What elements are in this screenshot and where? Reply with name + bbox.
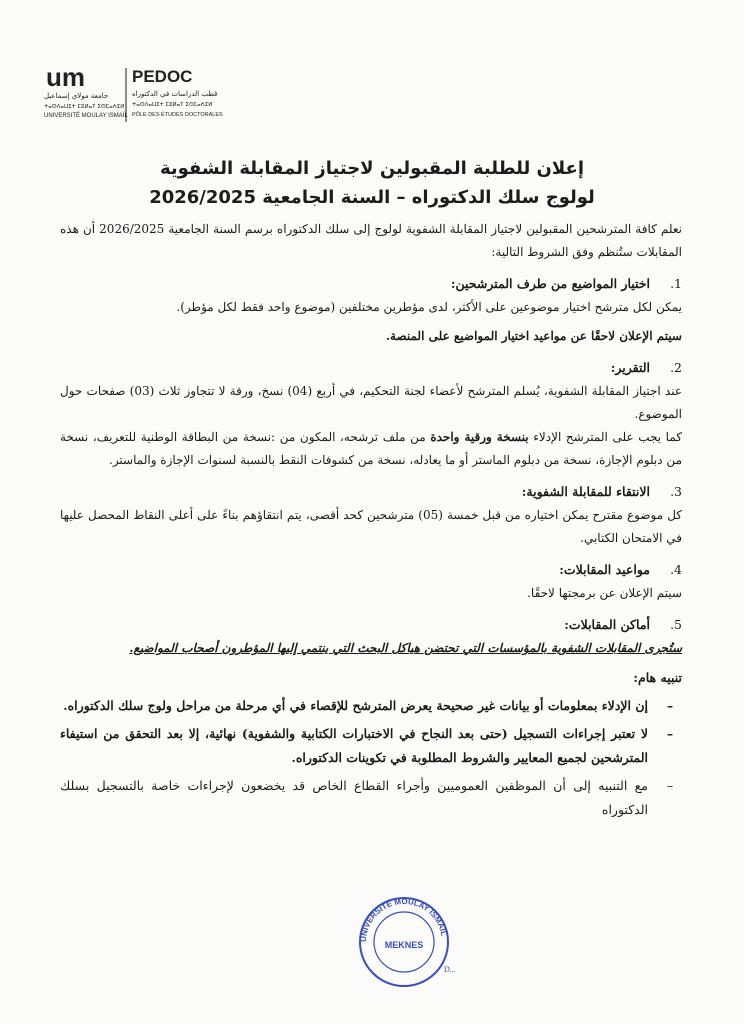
section-4	[60, 558, 682, 605]
note-bullet-2	[60, 722, 682, 770]
section-text: عند اجتياز المقابلة الشفوية، يُسلم المترشح لأعضاء لجنة التحكيم، في أربع (04) نسخ، ورقة لا تتجاوز ثلاث (03) صفحات حول الموضوع.	[60, 384, 682, 421]
section-heading: أماكن المقابلات:	[564, 617, 650, 632]
logo-tifinagh-university: ⵜⴰⵙⴷⴰⵡⵉⵜ ⵎⵓⵍⴰⵢ ⵉⵙⵎⴰⵄⵉⵍ	[44, 104, 125, 110]
title-line-2: لولوج سلك الدكتوراه – السنة الجامعية 2026/2025	[149, 187, 595, 208]
dash: –	[666, 698, 674, 713]
section-3	[60, 480, 682, 550]
text-part: من ملف ترشحه، المكون من :نسخة من البطاقة الوطنية للتعريف، نسخة من دبلوم الإجازة، نسخة من دبلوم الماستر أو ما يعادله، نسخة من كشوفات النقط بالنسبة لسنوات الإجازة والماستر.	[60, 430, 682, 467]
pedoc-logo	[40, 60, 240, 130]
intro-paragraph: نعلم كافة المترشحين المقبولين لاجتياز المقابلة الشفوية لولوج إلى سلك الدكتوراه برسم السنة الجامعية 2026/2025 أن هذه المقابلات ستُنظم وفق الشروط التالية:	[60, 222, 682, 259]
note-bullet-3	[60, 774, 682, 822]
stamp-inner-text: MEKNES	[384, 940, 424, 950]
announcement-body	[60, 218, 682, 822]
section-text: يمكن لكل مترشح اختيار موضوعين على الأكثر، لدى مؤطرين مختلفين (موضوع واحد فقط لكل مؤطر).	[176, 300, 682, 314]
bullet-text: مع التنبيه إلى أن الموظفين العموميين وأجراء القطاع الخاص قد يخضعون لإجراءات خاصة بالتسجيل بسلك الدكتوراه	[60, 778, 648, 817]
section-text-bold: سيتم الإعلان لاحقًا عن مواعيد اختيار المواضيع على المنصة.	[385, 329, 682, 343]
stamp-outer-text: UNIVERSITÉ MOULAY ISMAÏL	[358, 896, 449, 943]
pedoc-wordmark: PEDOC	[132, 67, 193, 86]
section-1	[60, 272, 682, 348]
section-number: .2	[670, 360, 682, 375]
logo-fr-university: UNIVERSITÉ MOULAY ISMAÏL	[44, 113, 128, 119]
note-heading: تنبيه هام:	[633, 670, 682, 685]
section-5	[60, 613, 682, 660]
section-number: .5	[670, 617, 682, 632]
title-line-1: إعلان للطلبة المقبولين لاجتياز المقابلة الشفوية	[159, 158, 585, 179]
section-text: سيتم الإعلان عن برمجتها لاحقًا.	[527, 586, 682, 600]
um-mark: um	[46, 62, 85, 92]
dash: –	[666, 778, 674, 793]
section-heading: الانتقاء للمقابلة الشفوية:	[521, 484, 650, 499]
section-heading: مواعيد المقابلات:	[559, 562, 650, 577]
section-heading: التقرير:	[610, 360, 650, 375]
logo-fr-pedoc: PÔLE DES ÉTUDES DOCTORALES	[132, 112, 223, 118]
section-text: كل موضوع مقترح يمكن اختياره من قبل خمسة (05) مترشحين كحد أقصى، يتم انتقاؤهم بناءً على أعلى النقاط المحصل عليها في الامتحان الكتابي.	[60, 508, 682, 545]
stamp-side-text: D...	[444, 965, 456, 974]
university-stamp	[352, 890, 460, 990]
logo-ar-university: جامعة مولاي إسماعيل	[44, 92, 109, 100]
text-part-bold: بنسخة ورقية واحدة	[430, 430, 529, 444]
section-number: .4	[670, 562, 682, 577]
section-text-underlined: ستُجرى المقابلات الشفوية بالمؤسسات التي تحتضن هياكل البحث التي ينتمي إليها المؤطرون أصحاب المواضيع.	[129, 641, 682, 655]
section-number: .3	[670, 484, 682, 499]
svg-text:UNIVERSITÉ MOULAY ISMAÏL	[359, 897, 449, 942]
logo-tifinagh-pedoc: ⵜⴰⵙⴷⴰⵡⵉⵜ ⵎⵓⵍⴰⵢ ⵉⵙⵎⴰⵄⵉⵍ	[132, 102, 213, 108]
section-number: .1	[670, 276, 682, 291]
dash: –	[666, 726, 674, 741]
section-text	[60, 426, 682, 472]
bullet-text: لا تعتبر إجراءات التسجيل (حتى بعد النجاح في الاختبارات الكتابية والشفوية) نهائية، إلا بعد التحقق من استيفاء المترشحين لجميع المعايير والشروط المطلوبة في تكوينات الدكتوراه.	[60, 726, 648, 765]
section-2	[60, 356, 682, 472]
bullet-text: إن الإدلاء بمعلومات أو بيانات غير صحيحة يعرض المترشح للإقصاء في أي مرحلة من مراحل ولوج سلك الدكتوراه.	[63, 698, 648, 713]
note-bullet-1	[60, 694, 682, 718]
logo-ar-pedoc: قطب الدراسات في الدكتوراه	[132, 90, 218, 98]
text-part: كما يجب على المترشح الإدلاء	[528, 430, 682, 444]
section-heading: اختيار المواضيع من طرف المترشحين:	[450, 276, 650, 291]
